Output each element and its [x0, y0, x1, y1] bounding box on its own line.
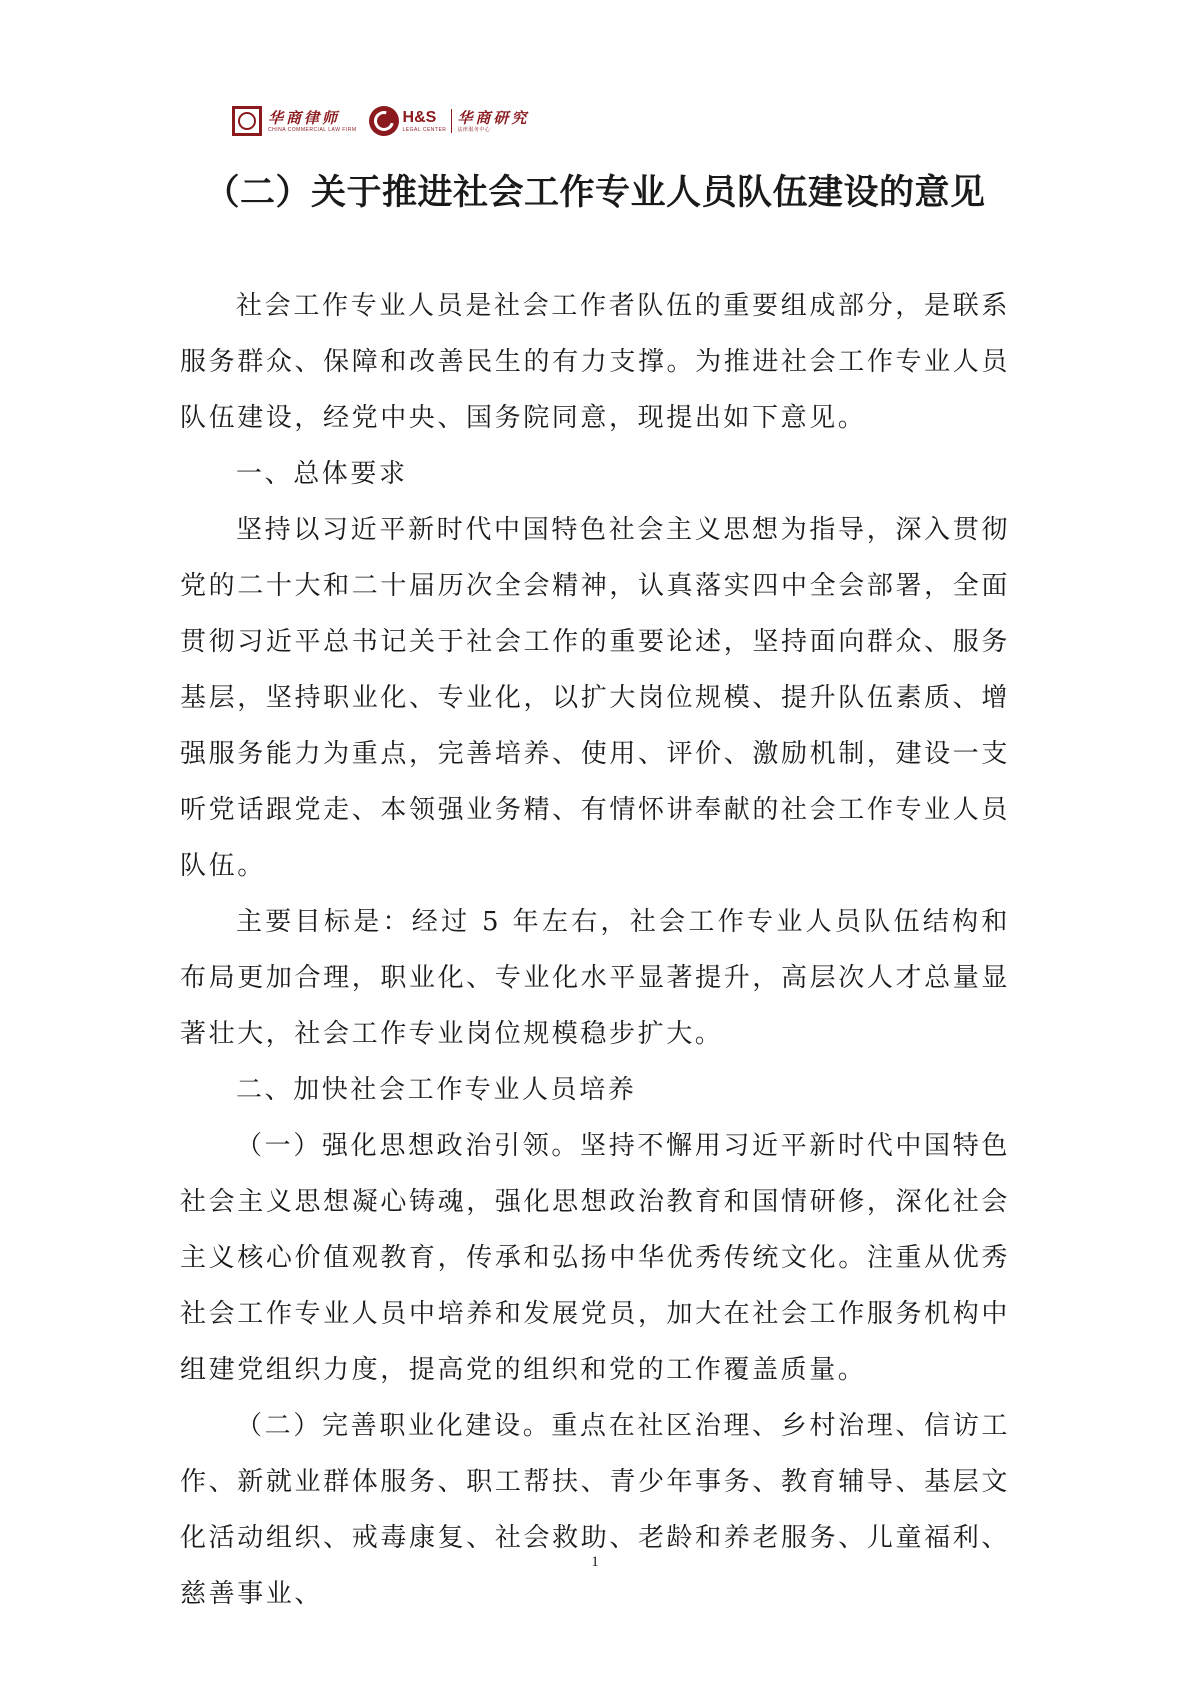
section-heading-training: 二、加快社会工作专业人员培养 — [236, 1075, 637, 1105]
law-firm-logo-icon — [232, 106, 262, 136]
logo-divider — [451, 109, 452, 133]
paragraph-political-guidance: （一）强化思想政治引领。坚持不懈用习近平新时代中国特色社会主义思想凝心铸魂，强化思想政治教育和国情研修，深化社会主义核心价值观教育，传承和弘扬中华优秀传统文化。注重从优秀社会工作专业人员中培养和发展党员，加大在社会工作服务机构中组建党组织力度，提高党的组织和党的工作覆盖质量。 — [180, 1131, 1010, 1385]
legal-center-brand — [403, 109, 447, 134]
section-heading-general-requirements: 一、总体要求 — [236, 459, 408, 489]
paragraph-main-goals: 主要目标是：经过 5 年左右，社会工作专业人员队伍结构和布局更加合理，职业化、专业化水平显著提升，高层次人才总量显著壮大，社会工作专业岗位规模稳步扩大。 — [180, 907, 1010, 1049]
legal-center-logo-icon — [369, 106, 399, 136]
legal-center-cn-sub: 法律服务中心 — [457, 126, 491, 133]
legal-center-cn — [457, 109, 529, 134]
document-body — [180, 278, 1010, 1622]
page-number: 1 — [591, 1554, 599, 1570]
paragraph-intro: 社会工作专业人员是社会工作者队伍的重要组成部分，是联系服务群众、保障和改善民生的有力支撑。为推进社会工作专业人员队伍建设，经党中央、国务院同意，现提出如下意见。 — [180, 291, 1010, 433]
paragraph-professionalization: （二）完善职业化建设。重点在社区治理、乡村治理、信访工作、新就业群体服务、职工帮扶、青少年事务、教育辅导、基层文化活动组织、戒毒康复、社会救助、老龄和养老服务、儿童福利、慈善事业、 — [180, 1411, 1010, 1609]
document-title: （二）关于推进社会工作专业人员队伍建设的意见 — [204, 173, 986, 213]
legal-center-brand-name: H&S — [402, 108, 437, 126]
legal-center-cn-name: 华商研究 — [457, 108, 530, 127]
law-firm-name: 华商律师 — [268, 108, 341, 127]
header-logos — [232, 104, 541, 138]
paragraph-guiding-principles: 坚持以习近平新时代中国特色社会主义思想为指导，深入贯彻党的二十大和二十届历次全会精神，认真落实四中全会部署，全面贯彻习近平总书记关于社会工作的重要论述，坚持面向群众、服务基层，坚持职业化、专业化，以扩大岗位规模、提升队伍素质、增强服务能力为重点，完善培养、使用、评价、激励机制，建设一支听党话跟党走、本领强业务精、有情怀讲奉献的社会工作专业人员队伍。 — [180, 515, 1010, 881]
law-firm-name-en: CHINA COMMERCIAL LAW FIRM — [268, 126, 357, 133]
legal-center-sub: LEGAL CENTER — [402, 126, 447, 133]
law-firm-logo-text — [268, 109, 357, 134]
